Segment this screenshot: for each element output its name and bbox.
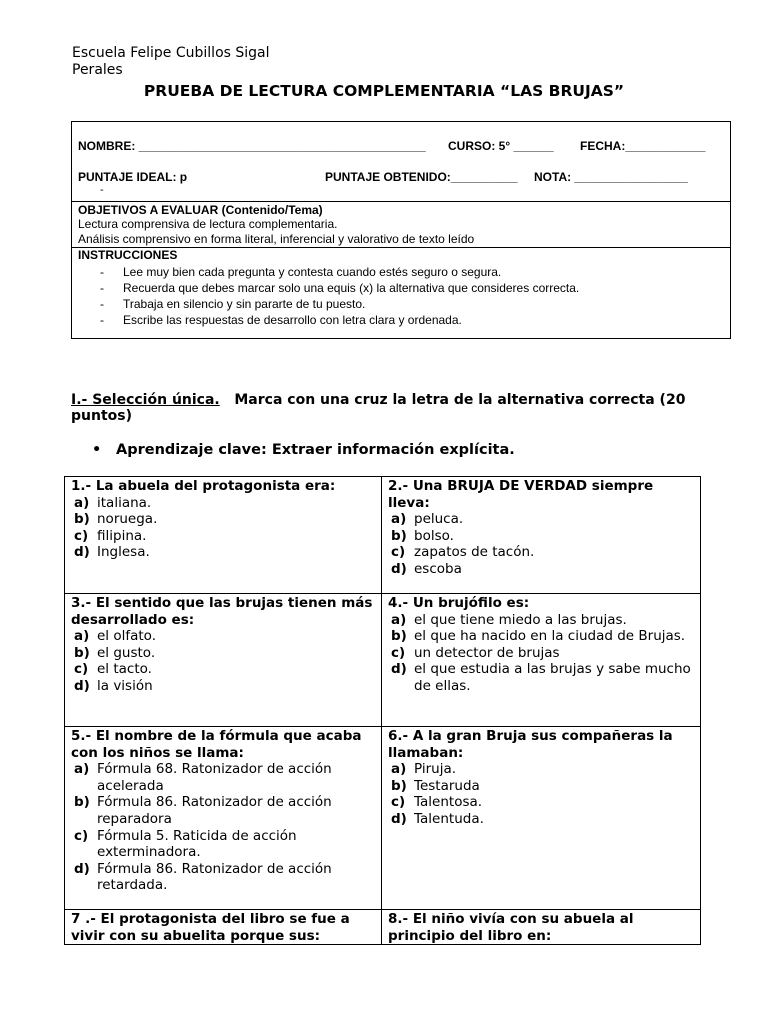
answer-option[interactable] xyxy=(388,661,694,694)
answer-option[interactable] xyxy=(71,678,375,695)
option-text: peluca. xyxy=(414,511,464,528)
option-text: Talentuda. xyxy=(414,810,484,827)
question-cell-6 xyxy=(382,727,701,910)
answer-option[interactable] xyxy=(388,778,694,795)
instruccion-item: - Trabaja en silencio y sin pararte de tu puesto. xyxy=(100,297,366,311)
question-cell-5 xyxy=(65,727,382,910)
answer-option[interactable] xyxy=(71,528,375,545)
answer-option[interactable] xyxy=(388,511,694,528)
option-text: bolso. xyxy=(414,527,454,544)
option-letter: c) xyxy=(391,644,406,661)
section-label: I.- Selección única. xyxy=(71,392,220,408)
option-text: el tacto. xyxy=(97,661,152,678)
puntaje-ideal-field: PUNTAJE IDEAL: p xyxy=(78,170,188,184)
instrucciones-section xyxy=(78,249,579,328)
answer-option[interactable] xyxy=(388,612,694,629)
option-letter: c) xyxy=(391,794,406,811)
option-text: noruega. xyxy=(97,511,158,528)
answer-option[interactable] xyxy=(388,544,694,561)
option-text: Fórmula 5. Raticida de acción exterminadora. xyxy=(97,827,297,861)
option-text: el que tiene miedo a las brujas. xyxy=(414,611,627,628)
answer-option[interactable] xyxy=(388,528,694,545)
option-text: Fórmula 68. Ratonizador de acción acelerada xyxy=(97,761,332,794)
answer-option[interactable] xyxy=(71,544,375,561)
puntaje-obtenido-field[interactable]: PUNTAJE OBTENIDO:__________ xyxy=(325,170,518,184)
option-letter: b) xyxy=(74,511,90,528)
aprendizaje-clave xyxy=(92,442,515,458)
question-text: 8.- El niño vivía con su abuela al principio del libro en: xyxy=(388,911,634,944)
option-letter: c) xyxy=(391,544,406,561)
school-line-2: Perales xyxy=(72,62,123,78)
option-text: Talentosa. xyxy=(414,794,483,811)
curso-field[interactable]: CURSO: 5° ______ xyxy=(448,139,554,153)
bullet-icon: • xyxy=(92,442,102,458)
objetivos-line-1: Lectura comprensiva de lectura complementaria. xyxy=(78,217,338,231)
option-letter: b) xyxy=(391,777,407,794)
answer-option[interactable] xyxy=(71,628,375,645)
instrucciones-list xyxy=(78,264,579,328)
option-letter: a) xyxy=(391,511,407,528)
answer-option[interactable] xyxy=(388,811,694,828)
option-letter: b) xyxy=(391,527,407,544)
option-text: Piruja. xyxy=(414,761,457,778)
answer-option[interactable] xyxy=(388,645,694,662)
question-cell-8 xyxy=(382,910,701,945)
option-text: italiana. xyxy=(97,494,152,511)
question-text: 4.- Un brujófilo es: xyxy=(388,595,530,611)
stray-dash: - xyxy=(100,184,104,196)
option-text: la visión xyxy=(97,677,153,694)
option-letter: a) xyxy=(74,628,90,645)
objetivos-line-2: Análisis comprensivo en forma literal, inferencial y valorativo de texto leído xyxy=(78,232,475,246)
answer-option[interactable] xyxy=(388,628,694,645)
question-text: 1.- La abuela del protagonista era: xyxy=(71,478,336,494)
option-text: Fórmula 86. Ratonizador de acción reparadora xyxy=(97,794,332,827)
option-letter: b) xyxy=(74,794,90,811)
option-letter: a) xyxy=(391,761,407,778)
option-letter: c) xyxy=(74,661,89,678)
option-letter: d) xyxy=(391,810,407,827)
option-text: un detector de brujas xyxy=(414,644,560,661)
option-text: filipina. xyxy=(97,527,147,544)
page-title: PRUEBA DE LECTURA COMPLEMENTARIA “LAS BRUJAS” xyxy=(143,82,625,100)
option-letter: a) xyxy=(74,494,90,511)
student-info-box xyxy=(71,121,731,339)
option-letter: d) xyxy=(391,661,407,678)
answer-option[interactable] xyxy=(71,495,375,512)
school-name xyxy=(72,45,270,79)
option-text: escoba xyxy=(414,560,462,577)
question-cell-4 xyxy=(382,594,701,727)
option-letter: c) xyxy=(74,827,89,844)
question-text: 6.- A la gran Bruja sus compañeras la llamaban: xyxy=(388,728,673,761)
answer-option[interactable] xyxy=(71,645,375,662)
option-text: Inglesa. xyxy=(97,544,150,561)
option-letter: d) xyxy=(391,560,407,577)
option-text: el gusto. xyxy=(97,644,156,661)
question-text: 5.- El nombre de la fórmula que acaba con los niños se llama: xyxy=(71,728,362,761)
school-line-1: Escuela Felipe Cubillos Sigal xyxy=(72,45,270,61)
answer-option[interactable] xyxy=(71,828,375,861)
question-cell-7 xyxy=(65,910,382,945)
option-text: el que ha nacido en la ciudad de Brujas. xyxy=(414,628,686,645)
nombre-field[interactable]: NOMBRE: ___________________________________________ xyxy=(78,139,426,153)
option-text: el que estudia a las brujas y sabe mucho de ellas. xyxy=(414,661,691,694)
option-letter: c) xyxy=(74,527,89,544)
answer-option[interactable] xyxy=(71,661,375,678)
option-text: Fórmula 86. Ratonizador de acción retardada. xyxy=(97,860,332,894)
answer-option[interactable] xyxy=(388,794,694,811)
aprendizaje-clave-text: Aprendizaje clave: Extraer información explícita. xyxy=(116,442,515,458)
question-cell-2 xyxy=(382,477,701,594)
answer-option[interactable] xyxy=(71,761,375,794)
instrucciones-heading: INSTRUCCIONES xyxy=(78,248,178,262)
option-text: Testaruda xyxy=(414,777,480,794)
instruccion-item: - Lee muy bien cada pregunta y contesta cuando estés seguro o segura. xyxy=(100,265,502,279)
question-cell-3 xyxy=(65,594,382,727)
answer-option[interactable] xyxy=(71,861,375,894)
question-text: 2.- Una BRUJA DE VERDAD siempre lleva: xyxy=(388,478,654,511)
option-letter: b) xyxy=(391,628,407,645)
option-text: el olfato. xyxy=(97,628,156,645)
option-letter: a) xyxy=(391,611,407,628)
answer-option[interactable] xyxy=(388,761,694,778)
option-text: zapatos de tacón. xyxy=(414,544,535,561)
objetivos-section xyxy=(72,201,730,248)
section-heading xyxy=(71,392,711,424)
option-letter: d) xyxy=(74,677,90,694)
section-text: Marca con una cruz la letra de la alternativa correcta (20 puntos) xyxy=(71,392,686,424)
option-letter: d) xyxy=(74,544,90,561)
instruccion-item: - Recuerda que debes marcar solo una equis (x) la alternativa que consideres correcta. xyxy=(100,281,580,295)
question-text: 3.- El sentido que las brujas tienen más desarrollado es: xyxy=(71,595,373,628)
answer-option[interactable] xyxy=(388,561,694,578)
instruccion-item: - Escribe las respuestas de desarrollo con letra clara y ordenada. xyxy=(100,313,462,327)
objetivos-heading: OBJETIVOS A EVALUAR (Contenido/Tema) xyxy=(78,203,323,217)
option-letter: d) xyxy=(74,860,90,877)
nota-field[interactable]: NOTA: _________________ xyxy=(534,170,688,184)
option-letter: b) xyxy=(74,644,90,661)
option-letter: a) xyxy=(74,761,90,778)
answer-option[interactable] xyxy=(71,511,375,528)
answer-option[interactable] xyxy=(71,794,375,827)
question-text: 7 .- El protagonista del libro se fue a vivir con su abuelita porque sus: xyxy=(71,911,350,944)
fecha-field[interactable]: FECHA:____________ xyxy=(580,139,706,153)
questions-table xyxy=(64,476,701,945)
question-cell-1 xyxy=(65,477,382,594)
